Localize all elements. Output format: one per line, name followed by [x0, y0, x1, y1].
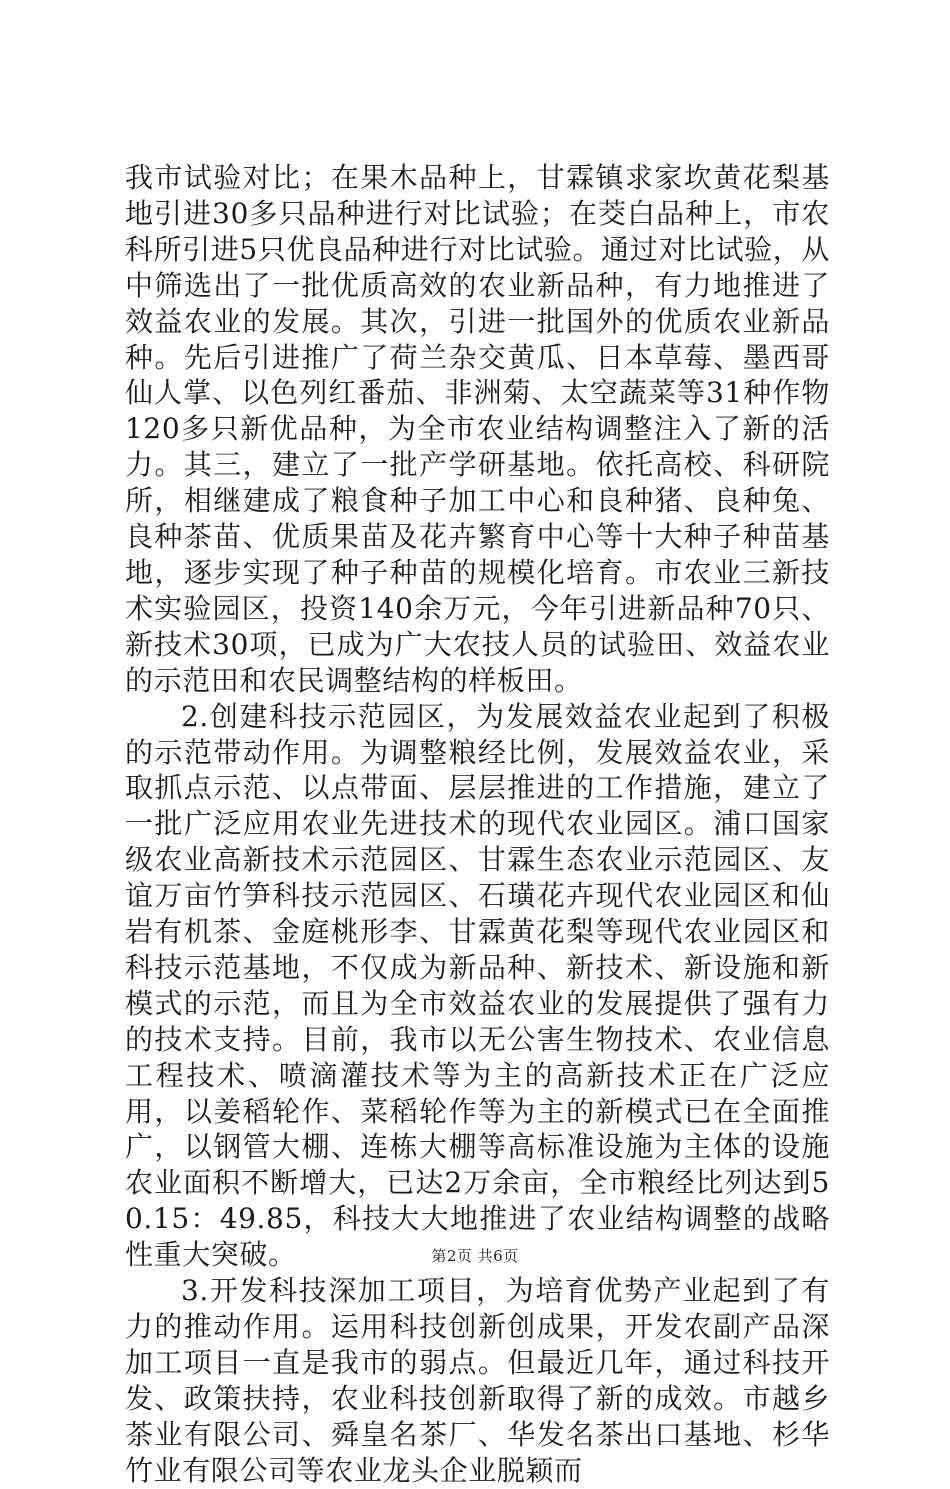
paragraph-2: 2.创建科技示范园区，为发展效益农业起到了积极的示范带动作用。为调整粮经比例，发展效益农业，采取抓点示范、以点带面、层层推进的工作措施，建立了一批广泛应用农业先进技术的现代农业园区。浦口国家级农业高新技术示范园区、甘霖生态农业示范园区、友谊万亩竹笋科技示范园区、石璜花卉现代农业园区和仙岩有机茶、金庭桃形李、甘霖黄花梨等现代农业园区和科技示范基地，不仅成为新品种、新技术、新设施和新模式的示范，而且为全市效益农业的发展提供了强有力的技术支持。目前，我市以无公害生物技术、农业信息工程技术、喷滴灌技术等为主的高新技术正在广泛应用，以姜稻轮作、菜稻轮作等为主的新模式已在全面推广，以钢管大棚、连栋大棚等高标准设施为主体的设施农业面积不断增大，已达2万余亩，全市粮经比列达到50.15：49.85，科技大大地推进了农业结构调整的战略性重大突破。 [125, 699, 830, 1272]
page-number: 第2页 共6页 [431, 1247, 519, 1265]
paragraph-1: 我市试验对比；在果木品种上，甘霖镇求家坎黄花梨基地引进30多只品种进行对比试验；在茭白品种上，市农科所引进5只优良品种进行对比试验。通过对比试验，从中筛选出了一批优质高效的农业新品种，有力地推进了效益农业的发展。其次，引进一批国外的优质农业新品种。先后引进推广了荷兰杂交黄瓜、日本草莓、墨西哥仙人掌、以色列红番茄、非洲菊、太空蔬菜等31种作物120多只新优品种，为全市农业结构调整注入了新的活力。其三，建立了一批产学研基地。依托高校、科研院所，相继建成了粮食种子加工中心和良种猪、良种兔、良种茶苗、优质果苗及花卉繁育中心等十大种子种苗基地，逐步实现了种子种苗的规模化培育。市农业三新技术实验园区，投资140余万元，今年引进新品种70只、新技术30项，已成为广大农技人员的试验田、效益农业的示范田和农民调整结构的样板田。 [125, 161, 830, 697]
document-body [125, 160, 830, 1489]
paragraph-3: 3.开发科技深加工项目，为培育优势产业起到了有力的推动作用。运用科技创新创成果，开发农副产品深加工项目一直是我市的弱点。但最近几年，通过科技开发、政策扶持，农业科技创新取得了新的成效。市越乡茶业有限公司、舜皇名茶厂、华发名茶出口基地、杉华竹业有限公司等农业龙头企业脱颖而 [125, 1274, 830, 1487]
page-footer [0, 1245, 950, 1266]
